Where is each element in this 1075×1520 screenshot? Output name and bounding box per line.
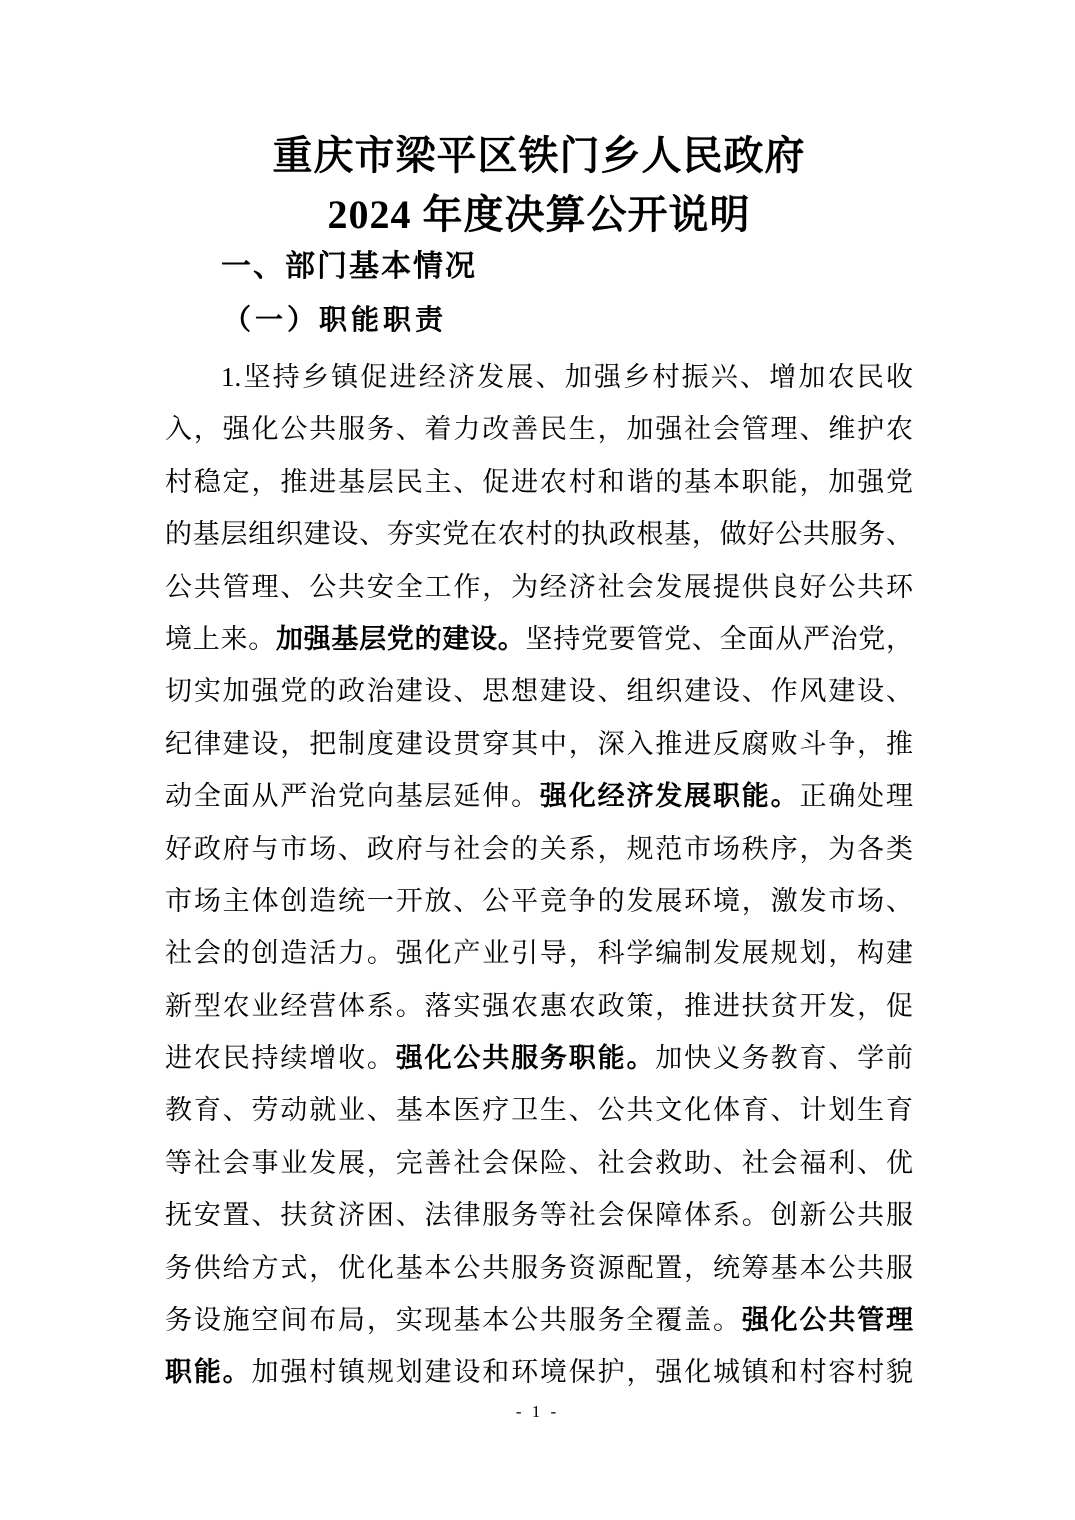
paragraph-line (165, 561, 913, 613)
text-run: 动全面从严治党向基层延伸。 (165, 781, 540, 812)
text-run: 务设施空间布局，实现基本公共服务全覆盖。 (165, 1305, 742, 1336)
paragraph-line (165, 351, 913, 403)
body-paragraph (165, 351, 913, 1399)
text-run: 等社会事业发展，完善社会保险、社会救助、社会福利、优 (165, 1147, 913, 1178)
paragraph-line (165, 927, 913, 979)
text-run: 市场主体创造统一开放、公平竞争的发展环境，激发市场、 (165, 885, 913, 916)
text-run: 纪律建设，把制度建设贯穿其中，深入推进反腐败斗争，推 (165, 728, 913, 759)
text-run: 好政府与市场、政府与社会的关系，规范市场秩序，为各类 (165, 833, 913, 864)
text-run: 公共管理、公共安全工作，为经济社会发展提供良好公共环 (165, 571, 913, 602)
bold-run: 职能。 (165, 1357, 252, 1388)
paragraph-line (165, 456, 913, 508)
paragraph-line (165, 875, 913, 927)
text-run: 教育、劳动就业、基本医疗卫生、公共文化体育、计划生育 (165, 1095, 913, 1126)
subsection-heading-duties: （一）职能职责 (223, 305, 448, 336)
bold-run: 强化经济发展职能。 (539, 781, 800, 812)
text-run: 入，强化公共服务、着力改善民生，加强社会管理、维护农 (165, 414, 913, 445)
title-line-2: 2024 年度决算公开说明 (327, 192, 751, 237)
text-run: 社会的创造活力。强化产业引导，科学编制发展规划，构建 (165, 938, 913, 969)
bold-run: 强化公共管理 (741, 1305, 913, 1336)
paragraph-line (165, 1084, 913, 1136)
paragraph-line (165, 718, 913, 770)
paragraph-line (165, 980, 913, 1032)
text-run: 1.坚持乡镇促进经济发展、加强乡村振兴、增加农民收 (221, 362, 913, 392)
text-run: 加强村镇规划建设和环境保护，强化城镇和村容村貌 (251, 1357, 913, 1388)
section-heading-basic-info: 一、部门基本情况 (221, 250, 477, 283)
text-run: 境上来。 (165, 623, 276, 654)
text-run: 抚安置、扶贫济困、法律服务等社会保障体系。创新公共服 (165, 1200, 913, 1231)
paragraph-line (165, 823, 913, 875)
paragraph-line (165, 1294, 913, 1346)
document-title (165, 126, 913, 244)
text-run: 正确处理 (799, 781, 913, 812)
page-number: - 1 - (515, 1402, 560, 1421)
text-run: 切实加强党的政治建设、思想建设、组织建设、作风建设、 (165, 676, 913, 707)
paragraph-line (165, 1137, 913, 1189)
paragraph-line (165, 1346, 913, 1398)
paragraph-line (165, 770, 913, 822)
paragraph-line (165, 403, 913, 455)
paragraph-line (165, 508, 913, 560)
text-run: 新型农业经营体系。落实强农惠农政策，推进扶贫开发，促 (165, 990, 913, 1021)
paragraph-line (165, 613, 913, 665)
text-run: 务供给方式，优化基本公共服务资源配置，统筹基本公共服 (165, 1252, 913, 1283)
text-run: 村稳定，推进基层民主、促进农村和谐的基本职能，加强党 (165, 466, 913, 497)
bold-run: 强化公共服务职能。 (395, 1043, 656, 1074)
text-run: 进农民持续增收。 (165, 1043, 396, 1074)
paragraph-line (165, 665, 913, 717)
paragraph-line (165, 1032, 913, 1084)
text-run: 的基层组织建设、夯实党在农村的执政根基，做好公共服务、 (165, 519, 913, 550)
title-line-1: 重庆市梁平区铁门乡人民政府 (272, 133, 806, 178)
text-run: 加快义务教育、学前 (655, 1043, 913, 1074)
bold-run: 加强基层党的建设。 (275, 623, 526, 654)
text-run: 坚持党要管党、全面从严治党， (525, 623, 913, 654)
paragraph-line (165, 1242, 913, 1294)
paragraph-line (165, 1189, 913, 1241)
